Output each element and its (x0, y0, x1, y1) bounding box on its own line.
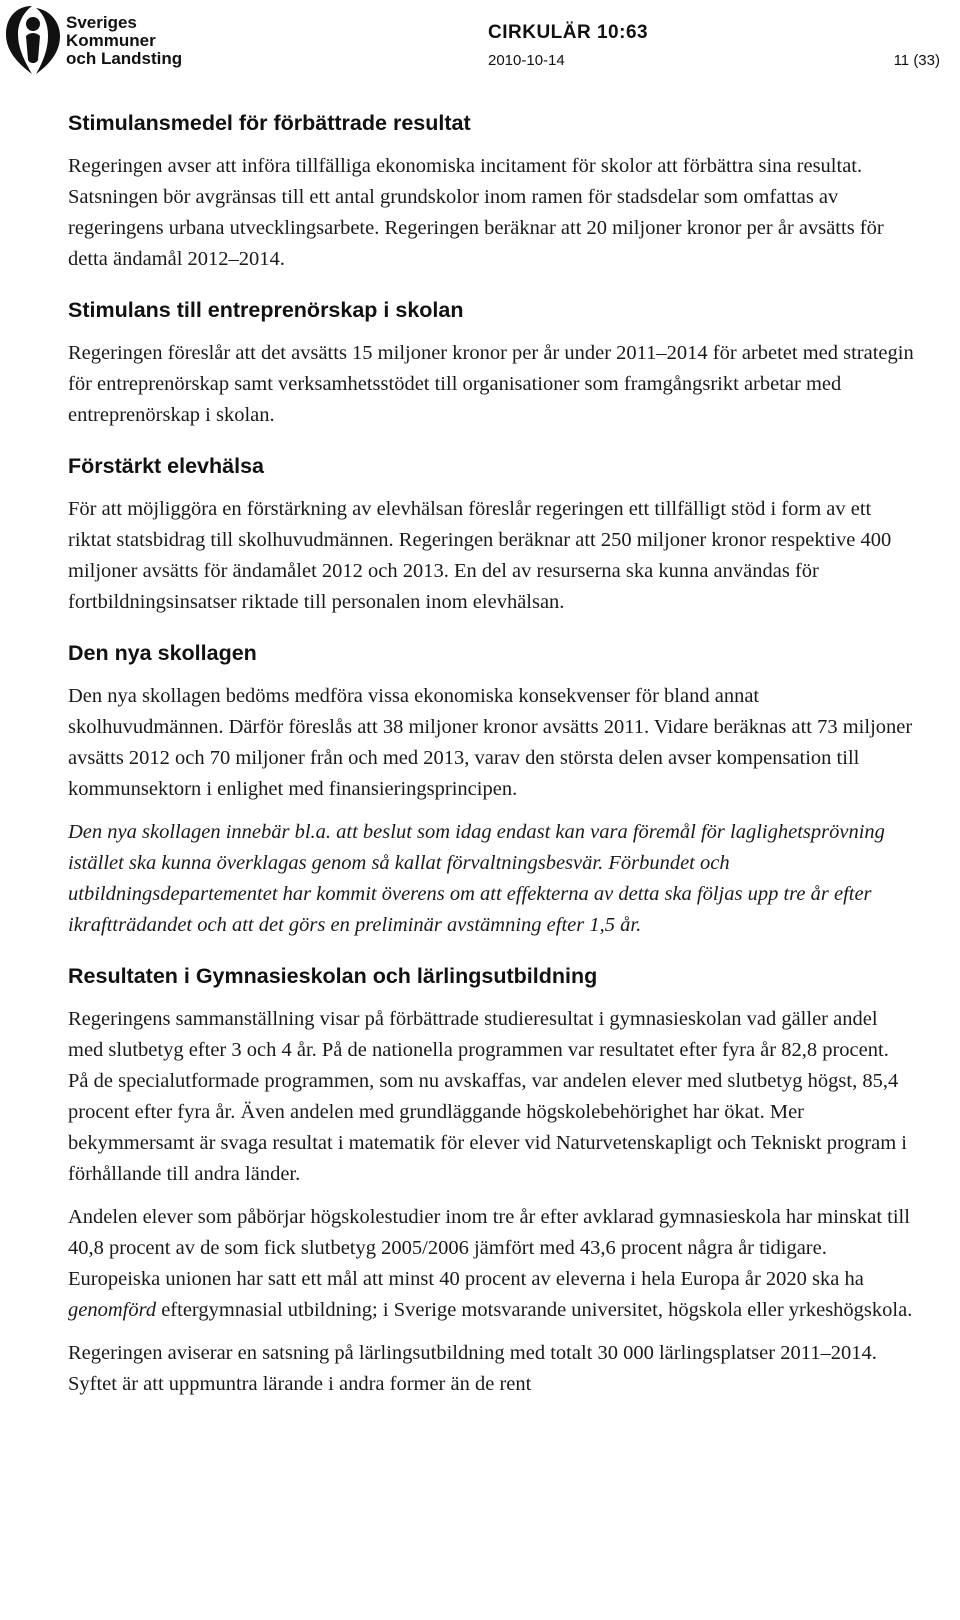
paragraph: Den nya skollagen bedöms medföra vissa ekonomiska konsekvenser för bland annat skolhuvudmännen. Därför föreslås att 38 miljoner kronor avsätts 2011. Vidare beräknas att 73 miljoner avsätts 2012 och 70 miljoner från och med 2013, varav den största delen avser kompensation till kommunsektorn i enlighet med finansieringsprincipen. (68, 685, 913, 800)
text-run: Andelen elever som påbörjar högskolestudier inom tre år efter avklarad gymnasieskola har minskat till 40,8 procent av de som fick slutbetyg 2005/2006 jämfört med 43,6 procent några år tidigare. Europeiska unionen har satt ett mål att minst 40 procent av eleverna i hela Europa år 2020 ska ha (68, 1206, 910, 1290)
section-elevhalsa (68, 453, 914, 618)
section-heading: Den nya skollagen (68, 641, 257, 665)
page-number: 11 (33) (893, 52, 940, 69)
paragraph: Regeringen föreslår att det avsätts 15 miljoner kronor per år under 2011–2014 för arbetet med strategin för entreprenörskap samt verksamhetsstödet till organisationer som framgångsrikt arbetar med entreprenörskap i skolan. (68, 342, 914, 426)
section-stimulansmedel (68, 110, 914, 275)
section-entreprenorskap (68, 297, 914, 431)
page-header (0, 0, 960, 80)
skl-logo (2, 2, 202, 76)
section-heading: Stimulansmedel för förbättrade resultat (68, 111, 471, 135)
paragraph: Regeringen avser att införa tillfälliga ekonomiska incitament för skolor att förbättra sina resultat. Satsningen bör avgränsas till ett antal grundskolor inom ramen för stadsdelar som omfattas av regeringens urbana utvecklingsarbete. Regeringen beräknar att 20 miljoner kronor per år avsätts för detta ändamål 2012–2014. (68, 155, 884, 270)
italic-paragraph: Den nya skollagen innebär bl.a. att beslut som idag endast kan vara föremål för laglighetsprövning istället ska kunna överklagas genom så kallat förvaltningsbesvär. Förbundet och utbildningsdepartementet har kommit överens om att effekterna av detta ska följas upp tre år efter ikraftträdandet och att det görs en preliminär avstämning efter 1,5 år. (68, 821, 885, 936)
paragraph: Regeringen aviserar en satsning på lärlingsutbildning med totalt 30 000 lärlingsplatser 2011–2014. Syftet är att uppmuntra lärande i andra former än de rent (68, 1342, 877, 1395)
paragraph: För att möjliggöra en förstärkning av elevhälsan föreslår regeringen ett tillfälligt stöd i form av ett riktat statsbidrag till skolhuvudmännen. Regeringen beräknar att 250 miljoner kronor respektive 400 miljoner avsätts för ändamålet 2012 och 2013. En del av resurserna ska kunna användas för fortbildningsinsatser riktade till personalen inom elevhälsan. (68, 498, 892, 613)
text-run: eftergymnasial utbildning; i Sverige motsvarande universitet, högskola eller yrkeshögskola. (156, 1299, 913, 1321)
section-heading: Resultaten i Gymnasieskolan och lärlingsutbildning (68, 964, 598, 988)
document-body (68, 110, 914, 1422)
section-skollagen (68, 640, 914, 941)
circular-date: 2010-10-14 (488, 52, 565, 69)
section-heading: Förstärkt elevhälsa (68, 454, 264, 478)
circular-title: CIRKULÄR 10:63 (488, 22, 649, 43)
section-gymnasieskolan (68, 963, 914, 1400)
paragraph: Regeringens sammanställning visar på förbättrade studieresultat i gymnasieskolan vad gäller andel med slutbetyg efter 3 och 4 år. På de nationella programmen var resultatet efter fyra år 82,8 procent. På de specialutformade programmen, som nu avskaffas, var andelen elever med slutbetyg högst, 85,4 procent efter fyra år. Även andelen med grundläggande högskolebehörighet har ökat. Mer bekymmersamt är svaga resultat i matematik för elever vid Naturvetenskapligt och Tekniskt program i förhållande till andra länder. (68, 1008, 907, 1185)
emphasis: genomförd (68, 1299, 157, 1321)
logo-line-2: Kommuner (66, 31, 156, 50)
logo-wordmark (66, 14, 182, 68)
paragraph-eu-goal (68, 1202, 914, 1326)
logo-line-1: Sveriges (66, 13, 137, 32)
section-heading: Stimulans till entreprenörskap i skolan (68, 298, 464, 322)
logo-line-3: och Landsting (66, 49, 183, 68)
skl-emblem-icon (2, 2, 64, 76)
